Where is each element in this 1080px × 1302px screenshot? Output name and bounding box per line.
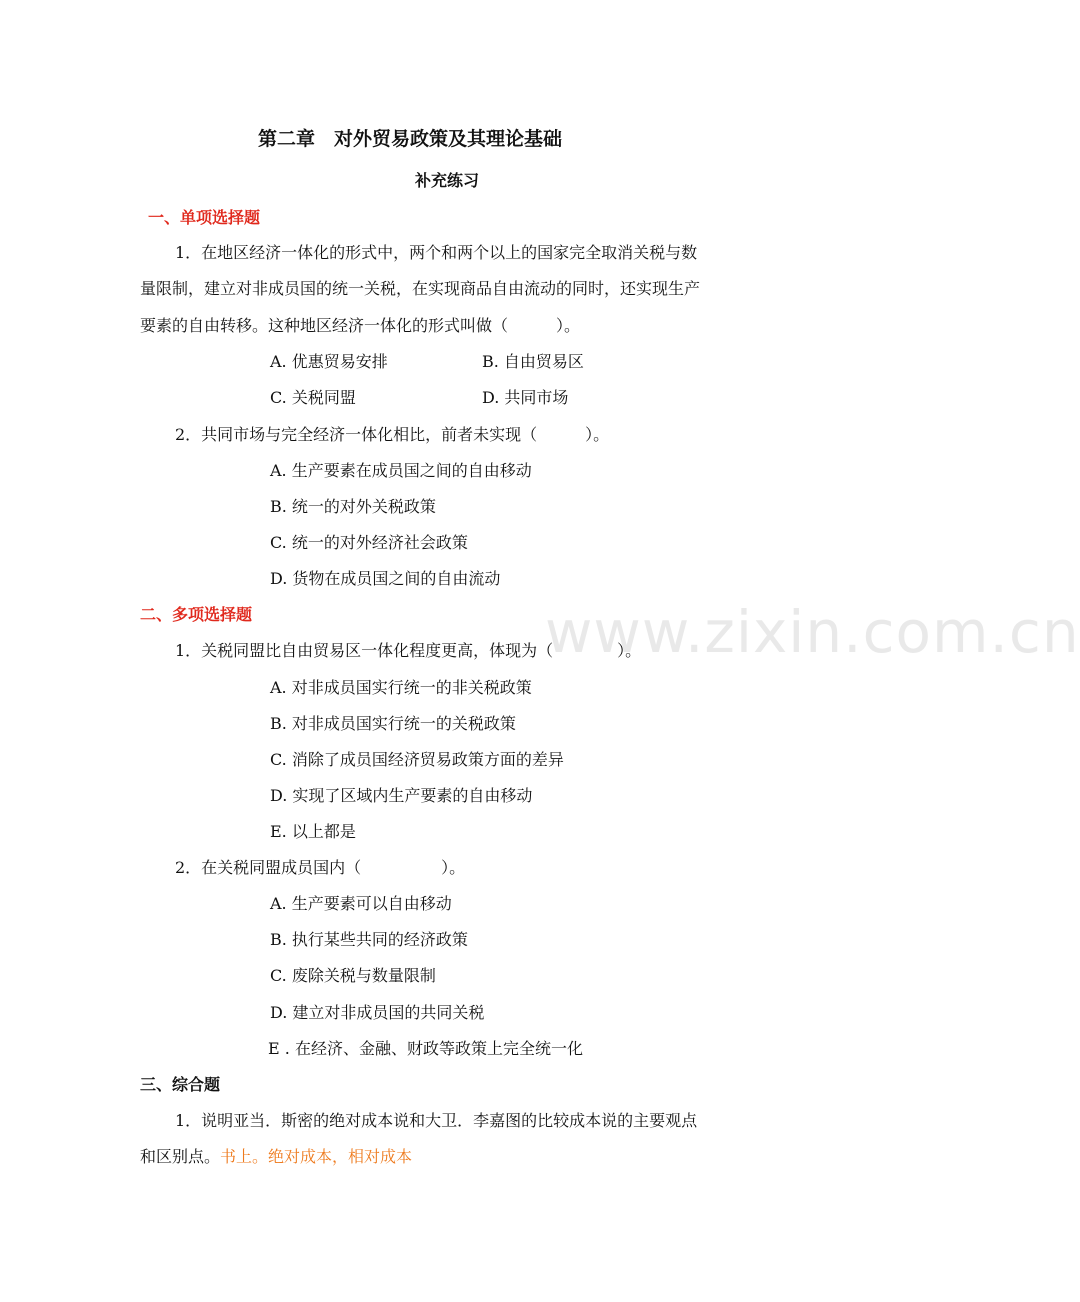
option-d: D. 实现了区域内生产要素的自由移动 xyxy=(270,786,533,805)
question-text: 2．共同市场与完全经济一体化相比，前者未实现（ ）。 xyxy=(175,425,610,444)
option-e: E . 在经济、金融、财政等政策上完全统一化 xyxy=(268,1039,583,1058)
option-c: C. 关税同盟 xyxy=(270,388,356,407)
section-heading-comprehensive: 三、综合题 xyxy=(140,1075,221,1094)
option-d: D. 共同市场 xyxy=(482,388,569,407)
option-c: C. 废除关税与数量限制 xyxy=(270,966,436,985)
question-text: 2．在关税同盟成员国内（ ）。 xyxy=(175,858,466,877)
option-c: C. 统一的对外经济社会政策 xyxy=(270,533,468,552)
option-b: B. 对非成员国实行统一的关税政策 xyxy=(270,714,516,733)
question-text: 要素的自由转移。这种地区经济一体化的形式叫做（ ）。 xyxy=(140,316,581,335)
option-a: A. 对非成员国实行统一的非关税政策 xyxy=(270,678,532,697)
question-text: 1．说明亚当．斯密的绝对成本说和大卫．李嘉图的比较成本说的主要观点 xyxy=(175,1111,698,1130)
option-b: B. 统一的对外关税政策 xyxy=(270,497,436,516)
question-text: 量限制，建立对非成员国的统一关税，在实现商品自由流动的同时，还实现生产 xyxy=(140,279,701,298)
option-c: C. 消除了成员国经济贸易政策方面的差异 xyxy=(270,750,564,769)
watermark: www.zixin.com.cn xyxy=(545,598,1080,666)
answer-note: 书上。绝对成本，相对成本 xyxy=(220,1147,413,1166)
question-text-end xyxy=(140,1144,412,1167)
question-text: 和区别点。 xyxy=(140,1147,221,1166)
option-d: D. 建立对非成员国的共同关税 xyxy=(270,1003,485,1022)
page-subtitle: 补充练习 xyxy=(415,171,480,190)
option-a: A. 生产要素在成员国之间的自由移动 xyxy=(270,461,532,480)
option-d: D. 货物在成员国之间的自由流动 xyxy=(270,569,501,588)
option-a: A. 生产要素可以自由移动 xyxy=(270,894,452,913)
section-heading-single-choice: 一、单项选择题 xyxy=(148,208,261,227)
section-heading-multi-choice: 二、多项选择题 xyxy=(140,605,253,624)
page-title: 第二章 对外贸易政策及其理论基础 xyxy=(258,128,563,150)
question-text: 1．在地区经济一体化的形式中，两个和两个以上的国家完全取消关税与数 xyxy=(175,243,698,262)
option-a: A. 优惠贸易安排 xyxy=(270,352,388,371)
option-b: B. 执行某些共同的经济政策 xyxy=(270,930,468,949)
option-b: B. 自由贸易区 xyxy=(482,352,584,371)
question-text: 1．关税同盟比自由贸易区一体化程度更高，体现为（ ）。 xyxy=(175,641,642,660)
option-e: E. 以上都是 xyxy=(270,822,356,841)
